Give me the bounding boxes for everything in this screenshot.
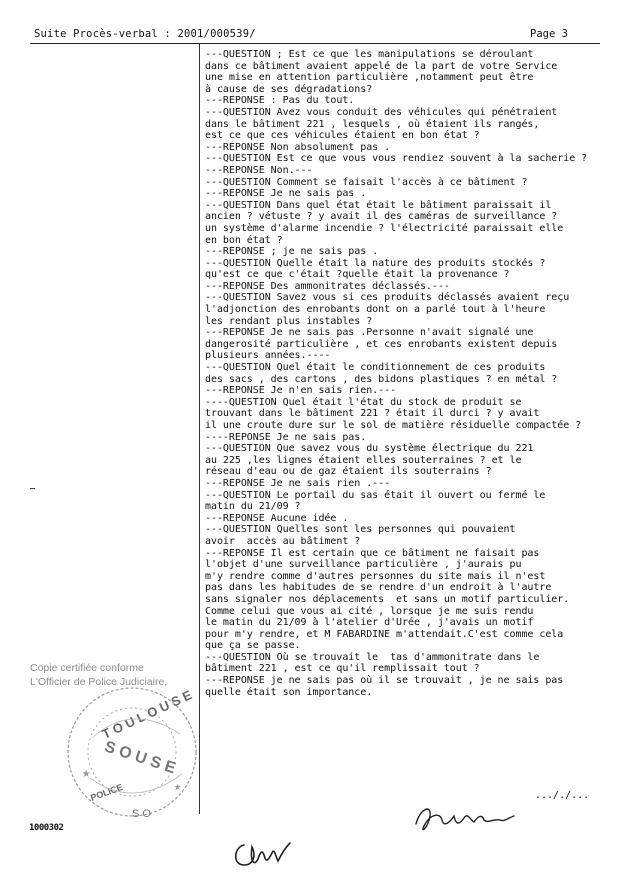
body-line: ---QUESTION Le portail du sas était il ouvert ou fermé le bbox=[205, 489, 546, 501]
body-line: les rendant plus instables ? bbox=[205, 315, 373, 327]
body-line: pour m'y rendre, et M FABARDINE m'attendait.C'est comme cela bbox=[205, 628, 564, 640]
body-line: ---REPONSE Je ne sais pas .Personne n'avait signalé une bbox=[205, 327, 534, 339]
body-line: m'y rendre comme d'autres personnes du site mais il n'est bbox=[205, 570, 546, 582]
continuation-mark: ..././... bbox=[535, 790, 590, 801]
svg-text:★: ★ bbox=[174, 779, 182, 793]
body-line: ---QUESTION Que savez vous du système électrique du 221 bbox=[205, 443, 534, 455]
svg-text:POLICE: POLICE bbox=[89, 781, 125, 803]
body-line: que ça se passe. bbox=[205, 640, 301, 652]
body-line: dans ce bâtiment avaient appelé de la part de votre Service bbox=[205, 60, 558, 72]
body-line: ---QUESTION Avez vous conduit des véhicules qui pénétraient bbox=[205, 106, 558, 118]
body-line: l'adjonction des enrobants dont on a parlé tout à l'heure bbox=[205, 304, 546, 316]
body-line: est ce que ces véhicules étaient en bon état ? bbox=[205, 130, 480, 142]
body-line: ---REPONSE Il est certain que ce bâtiment ne faisait pas bbox=[205, 547, 540, 559]
deposition-body bbox=[205, 49, 600, 698]
body-line: ancien ? vétuste ? y avait il des caméras de surveillance ? bbox=[205, 211, 558, 223]
svg-text:S O: S O bbox=[132, 808, 151, 820]
body-line: en bon état ? bbox=[205, 234, 283, 246]
body-line: sans signaler nos déplacements et sans un motif particulier. bbox=[205, 593, 570, 605]
signature-witness bbox=[228, 833, 298, 873]
certified-copy-label: Copie certifiée conforme bbox=[30, 662, 144, 674]
body-line: ---QUESTION Où se trouvait le tas d'ammonitrate dans le bbox=[205, 651, 540, 663]
header-title: Suite Procès-verbal : 2001/000539/ bbox=[34, 28, 256, 40]
body-line: des sacs , des cartons , des bidons plastiques ? en métal ? bbox=[205, 373, 558, 385]
police-seal-stamp bbox=[62, 682, 208, 832]
signature-officer bbox=[410, 798, 520, 838]
body-line: matin du 21/09 ? bbox=[205, 501, 301, 513]
body-line: plusieurs années.---- bbox=[205, 350, 331, 362]
body-line: ---REPONSE je ne sais pas où il se trouvait , je ne sais pas bbox=[205, 675, 564, 687]
body-line: ---REPONSE Je n'en sais rien.--- bbox=[205, 385, 397, 397]
body-line: ---QUESTION Comment se faisait l'accès à ce bâtiment ? bbox=[205, 176, 528, 188]
body-line: Comme celui que vous ai cité , lorsque je me suis rendu bbox=[205, 605, 534, 617]
body-line: réseau d'eau ou de gaz étaient ils souterrains ? bbox=[205, 466, 492, 478]
body-line: ---QUESTION ; Est ce que les manipulations se déroulant bbox=[205, 49, 534, 60]
body-line: ---REPONSE Des ammonitrates déclassés.--- bbox=[205, 280, 450, 292]
officer-label: L'Officier de Police Judiciaire, bbox=[30, 676, 168, 688]
body-line: un système d'alarme incendie ? l'électricité paraissait elle bbox=[205, 222, 564, 234]
svg-text:★: ★ bbox=[82, 765, 91, 781]
body-line: une mise en attention particulière ,notamment peut être bbox=[205, 72, 534, 84]
body-line: ---REPONSE Non.--- bbox=[205, 164, 313, 176]
body-line: ---QUESTION Dans quel état était le bâtiment paraissait il bbox=[205, 199, 552, 211]
svg-text:S O U S E: S O U S E bbox=[102, 738, 178, 778]
document-number: 1000302 bbox=[29, 823, 64, 833]
body-line: ----QUESTION Quel était l'état du stock de produit se bbox=[205, 396, 522, 408]
body-line: l'objet d'une surveillance particulière , j'aurais pu bbox=[205, 559, 522, 571]
body-line: ---REPONSE Je ne sais rien .--- bbox=[205, 477, 391, 489]
body-line: ---REPONSE Je ne sais pas . bbox=[205, 188, 367, 200]
header-divider bbox=[30, 43, 600, 44]
body-line: ---REPONSE Non absolument pas . bbox=[205, 141, 391, 153]
body-line: dangerosité particulière , et ces enrobants existent depuis bbox=[205, 338, 558, 350]
body-line: ---QUESTION Quel était le conditionnement de ces produits bbox=[205, 362, 546, 374]
body-line: ---REPONSE Aucune idée . bbox=[205, 512, 349, 524]
body-line: pas dans les habitudes de se rendre d'un endroit à l'autre bbox=[205, 582, 552, 594]
body-line: ----REPONSE Je ne sais pas. bbox=[205, 431, 367, 443]
body-line: trouvant dans le bâtiment 221 ? était il durci ? y avait bbox=[205, 408, 540, 420]
body-line: ---QUESTION Est ce que vous vous rendiez souvent à la sacherie ? bbox=[205, 153, 588, 165]
margin-tick-mark bbox=[30, 488, 35, 489]
body-line: ---QUESTION Savez vous si ces produits déclassés avaient reçu bbox=[205, 292, 570, 304]
body-line: avoir accès au bâtiment ? bbox=[205, 535, 361, 547]
body-line: à cause de ses dégradations? bbox=[205, 83, 373, 95]
body-line: quelle était son importance. bbox=[205, 686, 373, 698]
body-line: bâtiment 221 , est ce qu'il remplissait tout ? bbox=[205, 663, 480, 675]
body-line: dans le bâtiment 221 , lesquels , où étaient ils rangés, bbox=[205, 118, 540, 130]
body-line: ---REPONSE ; je ne sais pas . bbox=[205, 246, 379, 258]
body-line: ---REPONSE : Pas du tout. bbox=[205, 95, 355, 107]
body-line: au 225 ,les lignes étaient elles souterraines ? et le bbox=[205, 454, 522, 466]
body-line: ---QUESTION Quelle était la nature des produits stockés ? bbox=[205, 257, 546, 269]
body-line: il une croute dure sur le sol de matière résiduelle compactée ? bbox=[205, 420, 582, 431]
body-line: qu'est ce que c'était ?quelle était la provenance ? bbox=[205, 269, 510, 281]
body-line: ---QUESTION Quelles sont les personnes qui pouvaient bbox=[205, 524, 516, 536]
body-line: le matin du 21/09 à l'atelier d'Urée , j'avais un motif bbox=[205, 617, 534, 629]
page-number: Page 3 bbox=[530, 28, 568, 40]
svg-text:T O U L O U S E: T O U L O U S E bbox=[99, 687, 195, 742]
